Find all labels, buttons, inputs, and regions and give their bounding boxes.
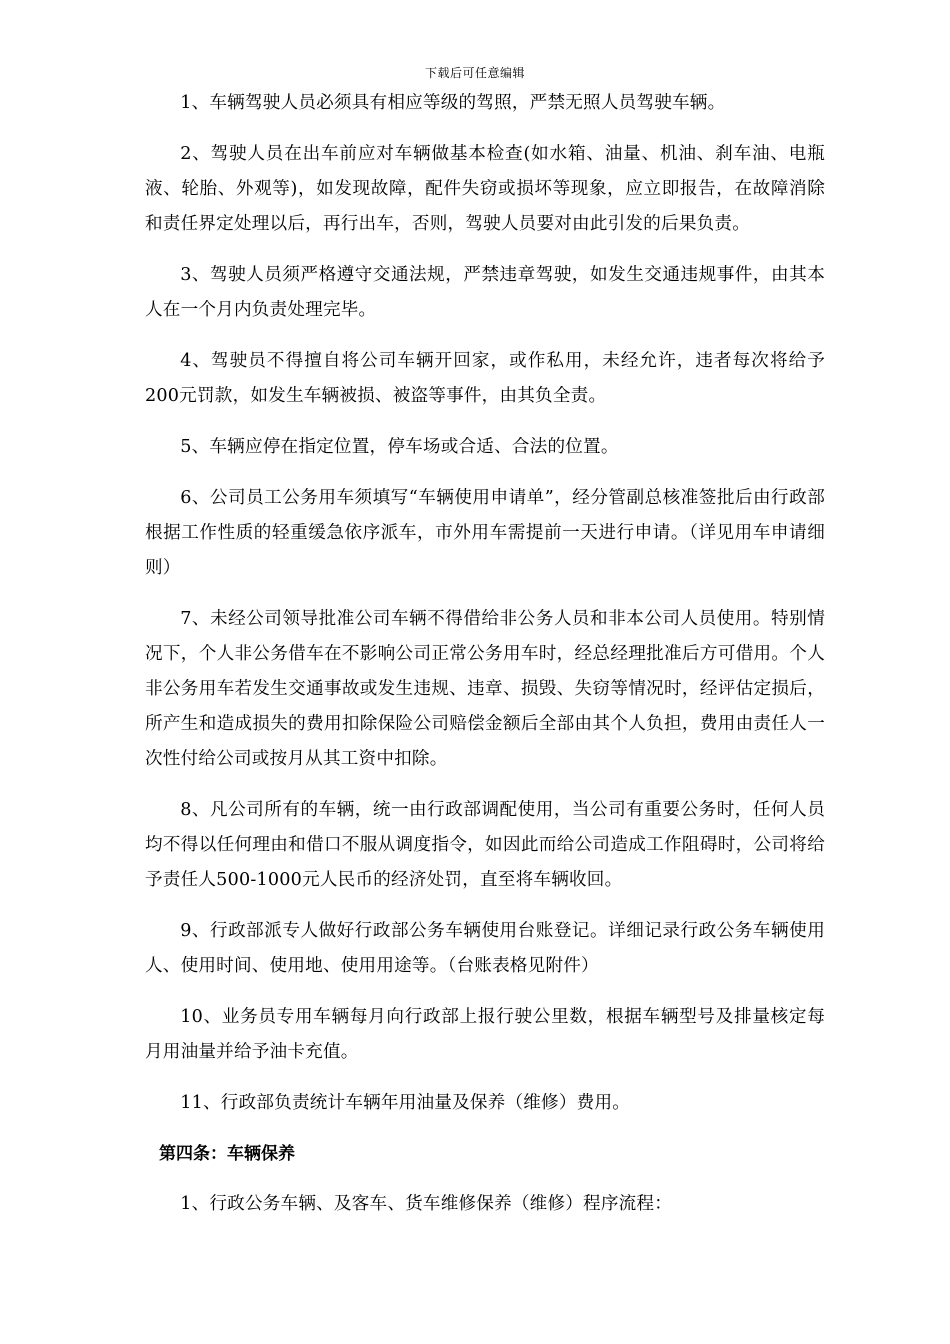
paragraph-9: 9、行政部派专人做好行政部公务车辆使用台账登记。详细记录行政公务车辆使用人、使用时间、使用地、使用用途等。（台账表格见附件）: [145, 921, 825, 976]
paragraph-1: 1、车辆驾驶人员必须具有相应等级的驾照，严禁无照人员驾驶车辆。: [180, 93, 726, 113]
paragraph-11: 11、行政部负责统计车辆年用油量及保养（维修）费用。: [180, 1093, 631, 1113]
paragraph-8: 8、凡公司所有的车辆，统一由行政部调配使用，当公司有重要公务时，任何人员均不得以任何理由和借口不服从调度指令，如因此而给公司造成工作阻碍时，公司将给予责任人500-1000元人民币的经济处罚，直至将车辆收回。: [145, 800, 825, 890]
header-note: 下载后可任意编辑: [424, 66, 525, 80]
paragraph-4: 4、驾驶员不得擅自将公司车辆开回家，或作私用，未经允许，违者每次将给予200元罚款，如发生车辆被损、被盗等事件，由其负全责。: [145, 351, 825, 406]
paragraph-6: 6、公司员工公务用车须填写“车辆使用申请单”，经分管副总核准签批后由行政部根据工作性质的轻重缓急依序派车，市外用车需提前一天进行申请。（详见用车申请细则）: [145, 488, 825, 578]
section-paragraph-1: 1、行政公务车辆、及客车、货车维修保养（维修）程序流程：: [180, 1194, 673, 1214]
paragraph-3: 3、驾驶人员须严格遵守交通法规，严禁违章驾驶，如发生交通违规事件，由其本人在一个月内负责处理完毕。: [145, 265, 825, 320]
paragraph-10: 10、业务员专用车辆每月向行政部上报行驶公里数，根据车辆型号及排量核定每月用油量并给予油卡充值。: [145, 1007, 825, 1062]
paragraph-2: 2、驾驶人员在出车前应对车辆做基本检查(如水箱、油量、机油、刹车油、电瓶液、轮胎、外观等)，如发现故障，配件失窃或损坏等现象，应立即报告，在故障消除和责任界定处理以后，再行出车，否则，驾驶人员要对由此引发的后果负责。: [145, 144, 825, 234]
section-heading: 第四条：车辆保养: [159, 1144, 295, 1164]
paragraph-7: 7、未经公司领导批准公司车辆不得借给非公务人员和非本公司人员使用。特别情况下，个人非公务借车在不影响公司正常公务用车时，经总经理批准后方可借用。个人非公务用车若发生交通事故或发生违规、违章、损毁、失窃等情况时，经评估定损后，所产生和造成损失的费用扣除保险公司赔偿金额后全部由其个人负担，费用由责任人一次性付给公司或按月从其工资中扣除。: [145, 609, 825, 769]
paragraph-5: 5、车辆应停在指定位置，停车场或合适、合法的位置。: [180, 437, 619, 457]
document-body: [145, 86, 825, 1238]
